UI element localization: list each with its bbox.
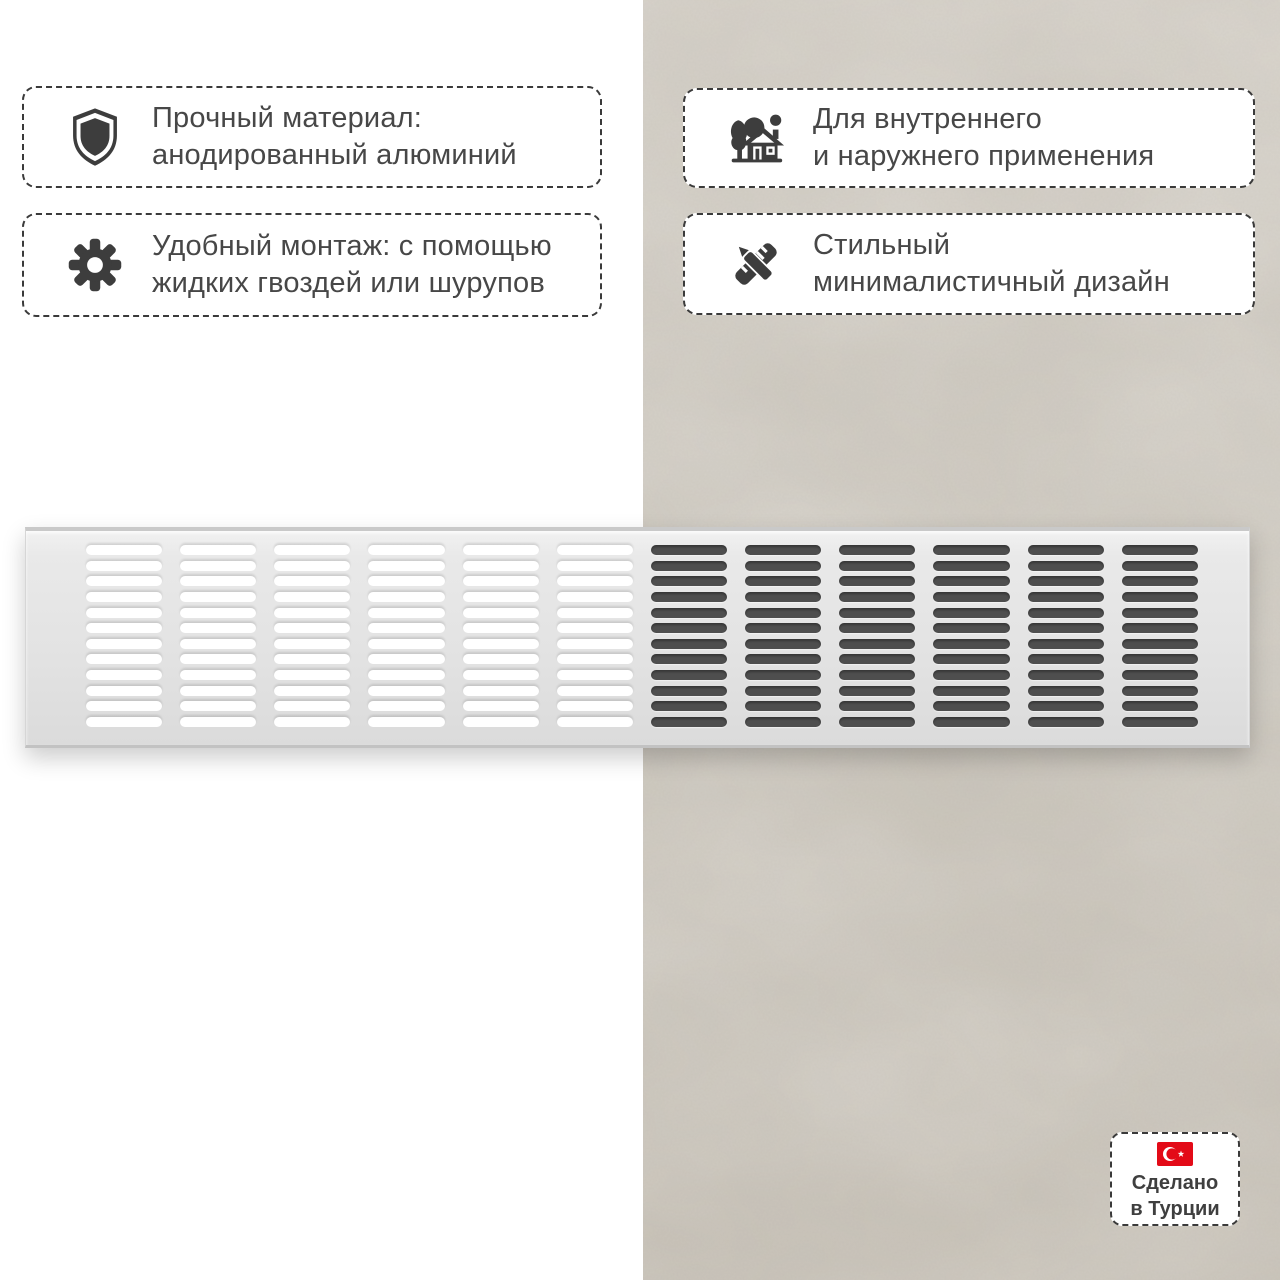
house-outdoor-icon	[725, 109, 787, 167]
grille-slot-open	[368, 670, 444, 680]
grille-slot-shadowed	[745, 686, 821, 696]
grille-slot-shadowed	[839, 576, 915, 586]
grille-slot-open	[368, 686, 444, 696]
grille-slot-open	[463, 654, 539, 664]
grille-slot-shadowed	[1122, 701, 1198, 711]
grille-slot-shadowed	[651, 686, 727, 696]
feature-easy-mounting	[22, 213, 602, 317]
grille-slot-open	[463, 686, 539, 696]
grille-slot-column	[1028, 545, 1104, 727]
feature-line: Для внутреннего	[813, 103, 1043, 135]
pencil-ruler-icon	[725, 236, 787, 292]
grille-slot-shadowed	[839, 592, 915, 602]
grille-slot-shadowed	[745, 654, 821, 664]
grille-slot-shadowed	[1122, 608, 1198, 618]
feature-line: жидких гвоздей или шурупов	[152, 267, 545, 299]
grille-slot-shadowed	[1122, 576, 1198, 586]
grille-slot-column	[745, 545, 821, 727]
grille-slot-open	[557, 623, 633, 633]
grille-slot-open	[557, 545, 633, 555]
grille-slot-shadowed	[1028, 545, 1104, 555]
grille-slot-open	[180, 592, 256, 602]
grille-slot-shadowed	[933, 717, 1009, 727]
grille-slot-column	[933, 545, 1009, 727]
grille-slot-shadowed	[1028, 608, 1104, 618]
grille-slot-open	[463, 670, 539, 680]
grille-slot-shadowed	[839, 701, 915, 711]
turkey-flag-icon	[1157, 1142, 1193, 1166]
feature-durable-material	[22, 86, 602, 188]
feature-line: и наружнего применения	[813, 140, 1155, 172]
grille-slot-shadowed	[933, 561, 1009, 571]
grille-slot-shadowed	[651, 561, 727, 571]
grille-slot-shadowed	[651, 545, 727, 555]
grille-slot-shadowed	[745, 623, 821, 633]
feature-text	[813, 101, 1154, 175]
grille-slot-shadowed	[1028, 717, 1104, 727]
feature-text	[813, 227, 1170, 301]
grille-slot-open	[368, 576, 444, 586]
grille-slot-open	[86, 545, 162, 555]
grille-slot-shadowed	[1028, 654, 1104, 664]
grille-slot-open	[463, 623, 539, 633]
made-in-line: Сделано	[1131, 1172, 1219, 1194]
grille-slot-shadowed	[1028, 561, 1104, 571]
grille-slot-open	[274, 670, 350, 680]
grille-slot-shadowed	[651, 670, 727, 680]
grille-slot-grid	[86, 545, 1198, 727]
grille-slot-open	[86, 561, 162, 571]
grille-slot-shadowed	[1028, 670, 1104, 680]
grille-slot-column	[1122, 545, 1198, 727]
grille-slot-open	[368, 654, 444, 664]
grille-slot-shadowed	[933, 576, 1009, 586]
grille-slot-open	[274, 592, 350, 602]
grille-slot-open	[180, 670, 256, 680]
grille-slot-shadowed	[745, 608, 821, 618]
grille-slot-open	[180, 717, 256, 727]
grille-slot-shadowed	[839, 545, 915, 555]
grille-slot-column	[86, 545, 162, 727]
grille-slot-open	[86, 639, 162, 649]
grille-slot-open	[557, 561, 633, 571]
grille-slot-shadowed	[1122, 623, 1198, 633]
grille-slot-open	[274, 639, 350, 649]
grille-slot-open	[86, 576, 162, 586]
grille-slot-shadowed	[839, 654, 915, 664]
grille-slot-open	[557, 670, 633, 680]
feature-minimalist-design	[683, 213, 1255, 315]
grille-slot-shadowed	[651, 701, 727, 711]
grille-slot-open	[86, 717, 162, 727]
grille-slot-open	[274, 545, 350, 555]
grille-slot-shadowed	[1028, 592, 1104, 602]
grille-slot-shadowed	[839, 623, 915, 633]
grille-slot-open	[274, 654, 350, 664]
grille-slot-shadowed	[839, 670, 915, 680]
grille-slot-open	[463, 639, 539, 649]
grille-slot-open	[86, 592, 162, 602]
grille-slot-shadowed	[933, 670, 1009, 680]
grille-slot-shadowed	[651, 639, 727, 649]
feature-indoor-outdoor	[683, 88, 1255, 188]
grille-slot-shadowed	[651, 623, 727, 633]
grille-slot-shadowed	[839, 686, 915, 696]
made-in-turkey-badge	[1110, 1132, 1240, 1226]
grille-slot-open	[180, 701, 256, 711]
grille-slot-open	[86, 670, 162, 680]
grille-slot-shadowed	[745, 670, 821, 680]
grille-slot-shadowed	[651, 576, 727, 586]
feature-line: минималистичный дизайн	[813, 266, 1170, 298]
grille-slot-shadowed	[933, 654, 1009, 664]
grille-slot-shadowed	[745, 545, 821, 555]
made-in-text	[1130, 1170, 1219, 1222]
grille-slot-open	[274, 717, 350, 727]
grille-slot-shadowed	[839, 639, 915, 649]
grille-slot-column	[180, 545, 256, 727]
grille-slot-shadowed	[745, 639, 821, 649]
grille-slot-column	[557, 545, 633, 727]
feature-line: Прочный материал:	[152, 102, 423, 134]
grille-slot-column	[463, 545, 539, 727]
grille-slot-open	[274, 623, 350, 633]
grille-slot-column	[368, 545, 444, 727]
grille-slot-open	[557, 592, 633, 602]
grille-slot-open	[274, 701, 350, 711]
grille-slot-open	[463, 608, 539, 618]
grille-slot-shadowed	[839, 561, 915, 571]
grille-slot-shadowed	[651, 654, 727, 664]
grille-slot-open	[463, 545, 539, 555]
grille-slot-open	[180, 639, 256, 649]
grille-slot-open	[557, 576, 633, 586]
feature-text	[152, 228, 552, 302]
feature-line: Удобный монтаж: с помощью	[152, 230, 552, 262]
grille-slot-open	[368, 623, 444, 633]
grille-slot-open	[86, 686, 162, 696]
grille-slot-open	[368, 545, 444, 555]
grille-slot-shadowed	[651, 592, 727, 602]
grille-slot-open	[180, 608, 256, 618]
grille-slot-shadowed	[933, 623, 1009, 633]
grille-slot-open	[180, 561, 256, 571]
grille-slot-open	[368, 639, 444, 649]
grille-slot-shadowed	[745, 592, 821, 602]
grille-slot-shadowed	[839, 717, 915, 727]
grille-slot-open	[557, 654, 633, 664]
grille-slot-open	[86, 654, 162, 664]
grille-slot-shadowed	[1122, 654, 1198, 664]
grille-slot-open	[557, 608, 633, 618]
feature-line: Стильный	[813, 229, 951, 261]
grille-slot-shadowed	[1028, 701, 1104, 711]
grille-slot-open	[180, 654, 256, 664]
grille-slot-open	[368, 608, 444, 618]
grille-slot-column	[274, 545, 350, 727]
grille-slot-open	[463, 717, 539, 727]
grille-slot-shadowed	[933, 701, 1009, 711]
feature-text	[152, 100, 517, 174]
grille-slot-open	[274, 608, 350, 618]
grille-slot-open	[180, 686, 256, 696]
grille-slot-shadowed	[745, 561, 821, 571]
grille-slot-open	[86, 701, 162, 711]
grille-slot-open	[368, 561, 444, 571]
grille-slot-shadowed	[933, 639, 1009, 649]
ventilation-grille-product-image	[25, 527, 1250, 748]
grille-slot-open	[368, 701, 444, 711]
grille-slot-open	[180, 545, 256, 555]
grille-slot-open	[368, 592, 444, 602]
grille-slot-shadowed	[651, 717, 727, 727]
grille-slot-shadowed	[1122, 686, 1198, 696]
grille-slot-shadowed	[1122, 670, 1198, 680]
grille-slot-shadowed	[933, 608, 1009, 618]
grille-slot-open	[86, 608, 162, 618]
grille-slot-open	[368, 717, 444, 727]
grille-slot-open	[180, 576, 256, 586]
grille-slot-open	[463, 561, 539, 571]
grille-slot-shadowed	[1122, 561, 1198, 571]
grille-slot-column	[839, 545, 915, 727]
gear-icon	[64, 237, 126, 293]
grille-slot-open	[463, 592, 539, 602]
grille-slot-shadowed	[933, 686, 1009, 696]
grille-slot-shadowed	[1028, 686, 1104, 696]
grille-slot-shadowed	[1122, 545, 1198, 555]
grille-slot-column	[651, 545, 727, 727]
grille-slot-shadowed	[839, 608, 915, 618]
grille-slot-shadowed	[745, 576, 821, 586]
grille-slot-shadowed	[651, 608, 727, 618]
grille-slot-shadowed	[1028, 623, 1104, 633]
feature-line: анодированный алюминий	[152, 139, 517, 171]
grille-slot-shadowed	[933, 545, 1009, 555]
grille-slot-shadowed	[745, 717, 821, 727]
grille-slot-shadowed	[745, 701, 821, 711]
grille-slot-open	[557, 717, 633, 727]
grille-slot-shadowed	[933, 592, 1009, 602]
grille-slot-open	[463, 576, 539, 586]
grille-slot-open	[274, 576, 350, 586]
grille-slot-open	[180, 623, 256, 633]
grille-slot-open	[274, 686, 350, 696]
shield-icon	[64, 106, 126, 168]
grille-slot-open	[86, 623, 162, 633]
grille-slot-shadowed	[1122, 592, 1198, 602]
grille-slot-shadowed	[1028, 576, 1104, 586]
grille-slot-shadowed	[1122, 639, 1198, 649]
grille-slot-open	[274, 561, 350, 571]
grille-slot-shadowed	[1122, 717, 1198, 727]
grille-slot-shadowed	[1028, 639, 1104, 649]
grille-slot-open	[557, 639, 633, 649]
grille-slot-open	[557, 701, 633, 711]
grille-slot-open	[557, 686, 633, 696]
made-in-line: в Турции	[1130, 1198, 1220, 1220]
grille-slot-open	[463, 701, 539, 711]
